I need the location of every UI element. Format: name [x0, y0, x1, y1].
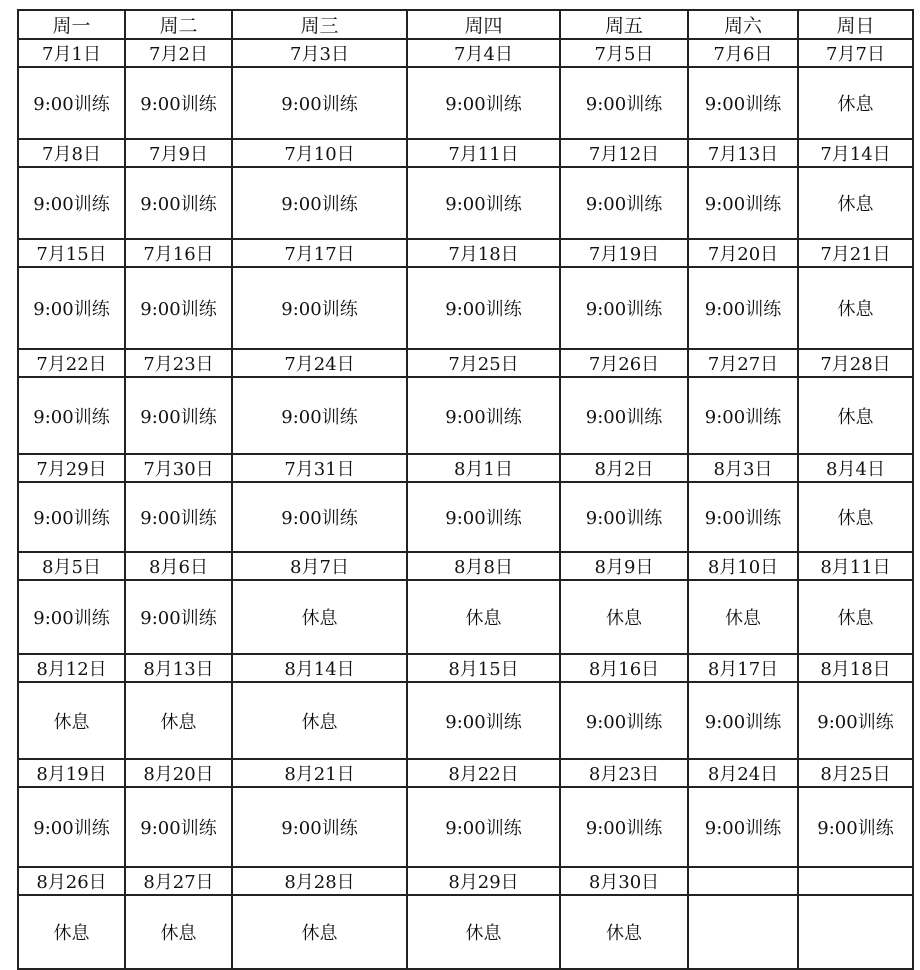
weekday-header: 周六	[688, 10, 798, 39]
date-cell: 7月3日	[232, 39, 407, 67]
activity-cell: 9:00训练	[18, 167, 125, 239]
date-cell: 8月21日	[232, 759, 407, 787]
date-cell: 7月26日	[560, 349, 688, 377]
activity-cell: 休息	[798, 67, 913, 139]
date-row	[18, 349, 913, 377]
activity-cell: 9:00训练	[688, 482, 798, 552]
date-cell: 7月14日	[798, 139, 913, 167]
date-row	[18, 552, 913, 580]
date-cell: 8月7日	[232, 552, 407, 580]
activity-cell: 9:00训练	[125, 67, 232, 139]
date-cell: 8月13日	[125, 654, 232, 682]
activity-cell: 休息	[560, 580, 688, 654]
date-row	[18, 454, 913, 482]
date-cell: 7月25日	[407, 349, 560, 377]
date-cell: 8月28日	[232, 867, 407, 895]
date-row	[18, 139, 913, 167]
activity-cell: 9:00训练	[18, 580, 125, 654]
activity-row	[18, 377, 913, 454]
activity-cell: 9:00训练	[560, 67, 688, 139]
date-cell: 7月10日	[232, 139, 407, 167]
activity-cell: 9:00训练	[232, 167, 407, 239]
date-cell: 7月17日	[232, 239, 407, 267]
activity-cell: 9:00训练	[125, 267, 232, 349]
date-row	[18, 239, 913, 267]
date-cell: 7月20日	[688, 239, 798, 267]
activity-row	[18, 267, 913, 349]
activity-cell: 休息	[688, 580, 798, 654]
activity-cell: 9:00训练	[688, 682, 798, 759]
date-cell: 8月5日	[18, 552, 125, 580]
activity-cell: 休息	[125, 682, 232, 759]
activity-cell: 9:00训练	[125, 787, 232, 867]
date-cell	[688, 867, 798, 895]
date-cell: 8月8日	[407, 552, 560, 580]
date-cell: 7月2日	[125, 39, 232, 67]
activity-row	[18, 787, 913, 867]
weeks-body	[18, 39, 913, 969]
date-cell: 7月1日	[18, 39, 125, 67]
activity-cell: 休息	[798, 580, 913, 654]
date-cell: 8月17日	[688, 654, 798, 682]
date-cell: 8月10日	[688, 552, 798, 580]
activity-cell: 休息	[798, 482, 913, 552]
activity-cell: 9:00训练	[407, 682, 560, 759]
activity-cell: 9:00训练	[560, 267, 688, 349]
activity-row	[18, 580, 913, 654]
date-cell: 8月14日	[232, 654, 407, 682]
activity-row	[18, 167, 913, 239]
date-cell: 7月28日	[798, 349, 913, 377]
activity-cell: 休息	[125, 895, 232, 969]
date-cell: 8月3日	[688, 454, 798, 482]
weekday-header: 周四	[407, 10, 560, 39]
date-cell: 7月15日	[18, 239, 125, 267]
activity-cell: 休息	[232, 895, 407, 969]
activity-cell: 休息	[560, 895, 688, 969]
activity-cell: 9:00训练	[407, 787, 560, 867]
activity-cell: 9:00训练	[232, 482, 407, 552]
date-cell: 7月11日	[407, 139, 560, 167]
date-cell: 8月26日	[18, 867, 125, 895]
activity-cell: 休息	[407, 580, 560, 654]
weekday-header: 周日	[798, 10, 913, 39]
date-cell: 8月30日	[560, 867, 688, 895]
weekday-header: 周三	[232, 10, 407, 39]
weekday-header: 周一	[18, 10, 125, 39]
activity-cell	[688, 895, 798, 969]
activity-cell: 9:00训练	[18, 482, 125, 552]
activity-row	[18, 67, 913, 139]
date-cell: 8月19日	[18, 759, 125, 787]
activity-cell: 9:00训练	[798, 787, 913, 867]
activity-cell: 9:00训练	[232, 377, 407, 454]
date-cell: 7月21日	[798, 239, 913, 267]
date-cell: 8月20日	[125, 759, 232, 787]
date-cell: 7月27日	[688, 349, 798, 377]
date-cell: 7月7日	[798, 39, 913, 67]
date-cell: 7月4日	[407, 39, 560, 67]
activity-cell: 9:00训练	[688, 167, 798, 239]
activity-row	[18, 895, 913, 969]
date-cell: 8月24日	[688, 759, 798, 787]
date-cell	[798, 867, 913, 895]
date-cell: 8月11日	[798, 552, 913, 580]
date-cell: 8月25日	[798, 759, 913, 787]
activity-cell: 9:00训练	[688, 377, 798, 454]
activity-cell: 9:00训练	[560, 482, 688, 552]
date-cell: 8月9日	[560, 552, 688, 580]
activity-cell: 9:00训练	[798, 682, 913, 759]
activity-cell: 休息	[407, 895, 560, 969]
date-cell: 7月29日	[18, 454, 125, 482]
activity-cell: 9:00训练	[232, 67, 407, 139]
activity-cell: 休息	[232, 580, 407, 654]
activity-cell: 9:00训练	[125, 167, 232, 239]
date-cell: 8月15日	[407, 654, 560, 682]
date-row	[18, 867, 913, 895]
date-cell: 7月5日	[560, 39, 688, 67]
date-cell: 7月12日	[560, 139, 688, 167]
date-cell: 7月22日	[18, 349, 125, 377]
activity-cell: 9:00训练	[125, 580, 232, 654]
date-cell: 7月13日	[688, 139, 798, 167]
date-cell: 7月16日	[125, 239, 232, 267]
date-cell: 8月16日	[560, 654, 688, 682]
date-cell: 7月31日	[232, 454, 407, 482]
date-cell: 7月24日	[232, 349, 407, 377]
date-cell: 8月4日	[798, 454, 913, 482]
activity-cell: 9:00训练	[407, 267, 560, 349]
activity-cell: 9:00训练	[232, 787, 407, 867]
activity-row	[18, 682, 913, 759]
date-cell: 8月1日	[407, 454, 560, 482]
activity-cell: 9:00训练	[18, 377, 125, 454]
activity-cell: 9:00训练	[407, 377, 560, 454]
date-cell: 7月18日	[407, 239, 560, 267]
date-row	[18, 654, 913, 682]
date-cell: 8月12日	[18, 654, 125, 682]
date-row	[18, 759, 913, 787]
date-cell: 7月8日	[18, 139, 125, 167]
date-cell: 7月30日	[125, 454, 232, 482]
activity-cell: 9:00训练	[560, 377, 688, 454]
activity-cell: 休息	[798, 267, 913, 349]
activity-cell: 9:00训练	[688, 67, 798, 139]
activity-cell: 休息	[18, 895, 125, 969]
activity-row	[18, 482, 913, 552]
activity-cell: 休息	[798, 377, 913, 454]
date-cell: 8月27日	[125, 867, 232, 895]
date-cell: 7月9日	[125, 139, 232, 167]
activity-cell: 休息	[798, 167, 913, 239]
activity-cell: 9:00训练	[125, 482, 232, 552]
activity-cell: 9:00训练	[407, 482, 560, 552]
activity-cell: 9:00训练	[560, 787, 688, 867]
activity-cell: 9:00训练	[125, 377, 232, 454]
activity-cell: 休息	[18, 682, 125, 759]
activity-cell	[798, 895, 913, 969]
weekday-header-row	[18, 10, 913, 39]
activity-cell: 9:00训练	[407, 67, 560, 139]
activity-cell: 休息	[232, 682, 407, 759]
date-cell: 8月6日	[125, 552, 232, 580]
date-cell: 8月23日	[560, 759, 688, 787]
date-cell: 7月6日	[688, 39, 798, 67]
activity-cell: 9:00训练	[688, 267, 798, 349]
date-cell: 8月18日	[798, 654, 913, 682]
activity-cell: 9:00训练	[18, 267, 125, 349]
activity-cell: 9:00训练	[18, 787, 125, 867]
activity-cell: 9:00训练	[232, 267, 407, 349]
date-cell: 8月2日	[560, 454, 688, 482]
date-row	[18, 39, 913, 67]
activity-cell: 9:00训练	[18, 67, 125, 139]
date-cell: 8月29日	[407, 867, 560, 895]
training-schedule-table	[17, 9, 914, 970]
activity-cell: 9:00训练	[688, 787, 798, 867]
activity-cell: 9:00训练	[560, 682, 688, 759]
activity-cell: 9:00训练	[560, 167, 688, 239]
weekday-header: 周二	[125, 10, 232, 39]
date-cell: 7月23日	[125, 349, 232, 377]
date-cell: 7月19日	[560, 239, 688, 267]
activity-cell: 9:00训练	[407, 167, 560, 239]
date-cell: 8月22日	[407, 759, 560, 787]
weekday-header: 周五	[560, 10, 688, 39]
